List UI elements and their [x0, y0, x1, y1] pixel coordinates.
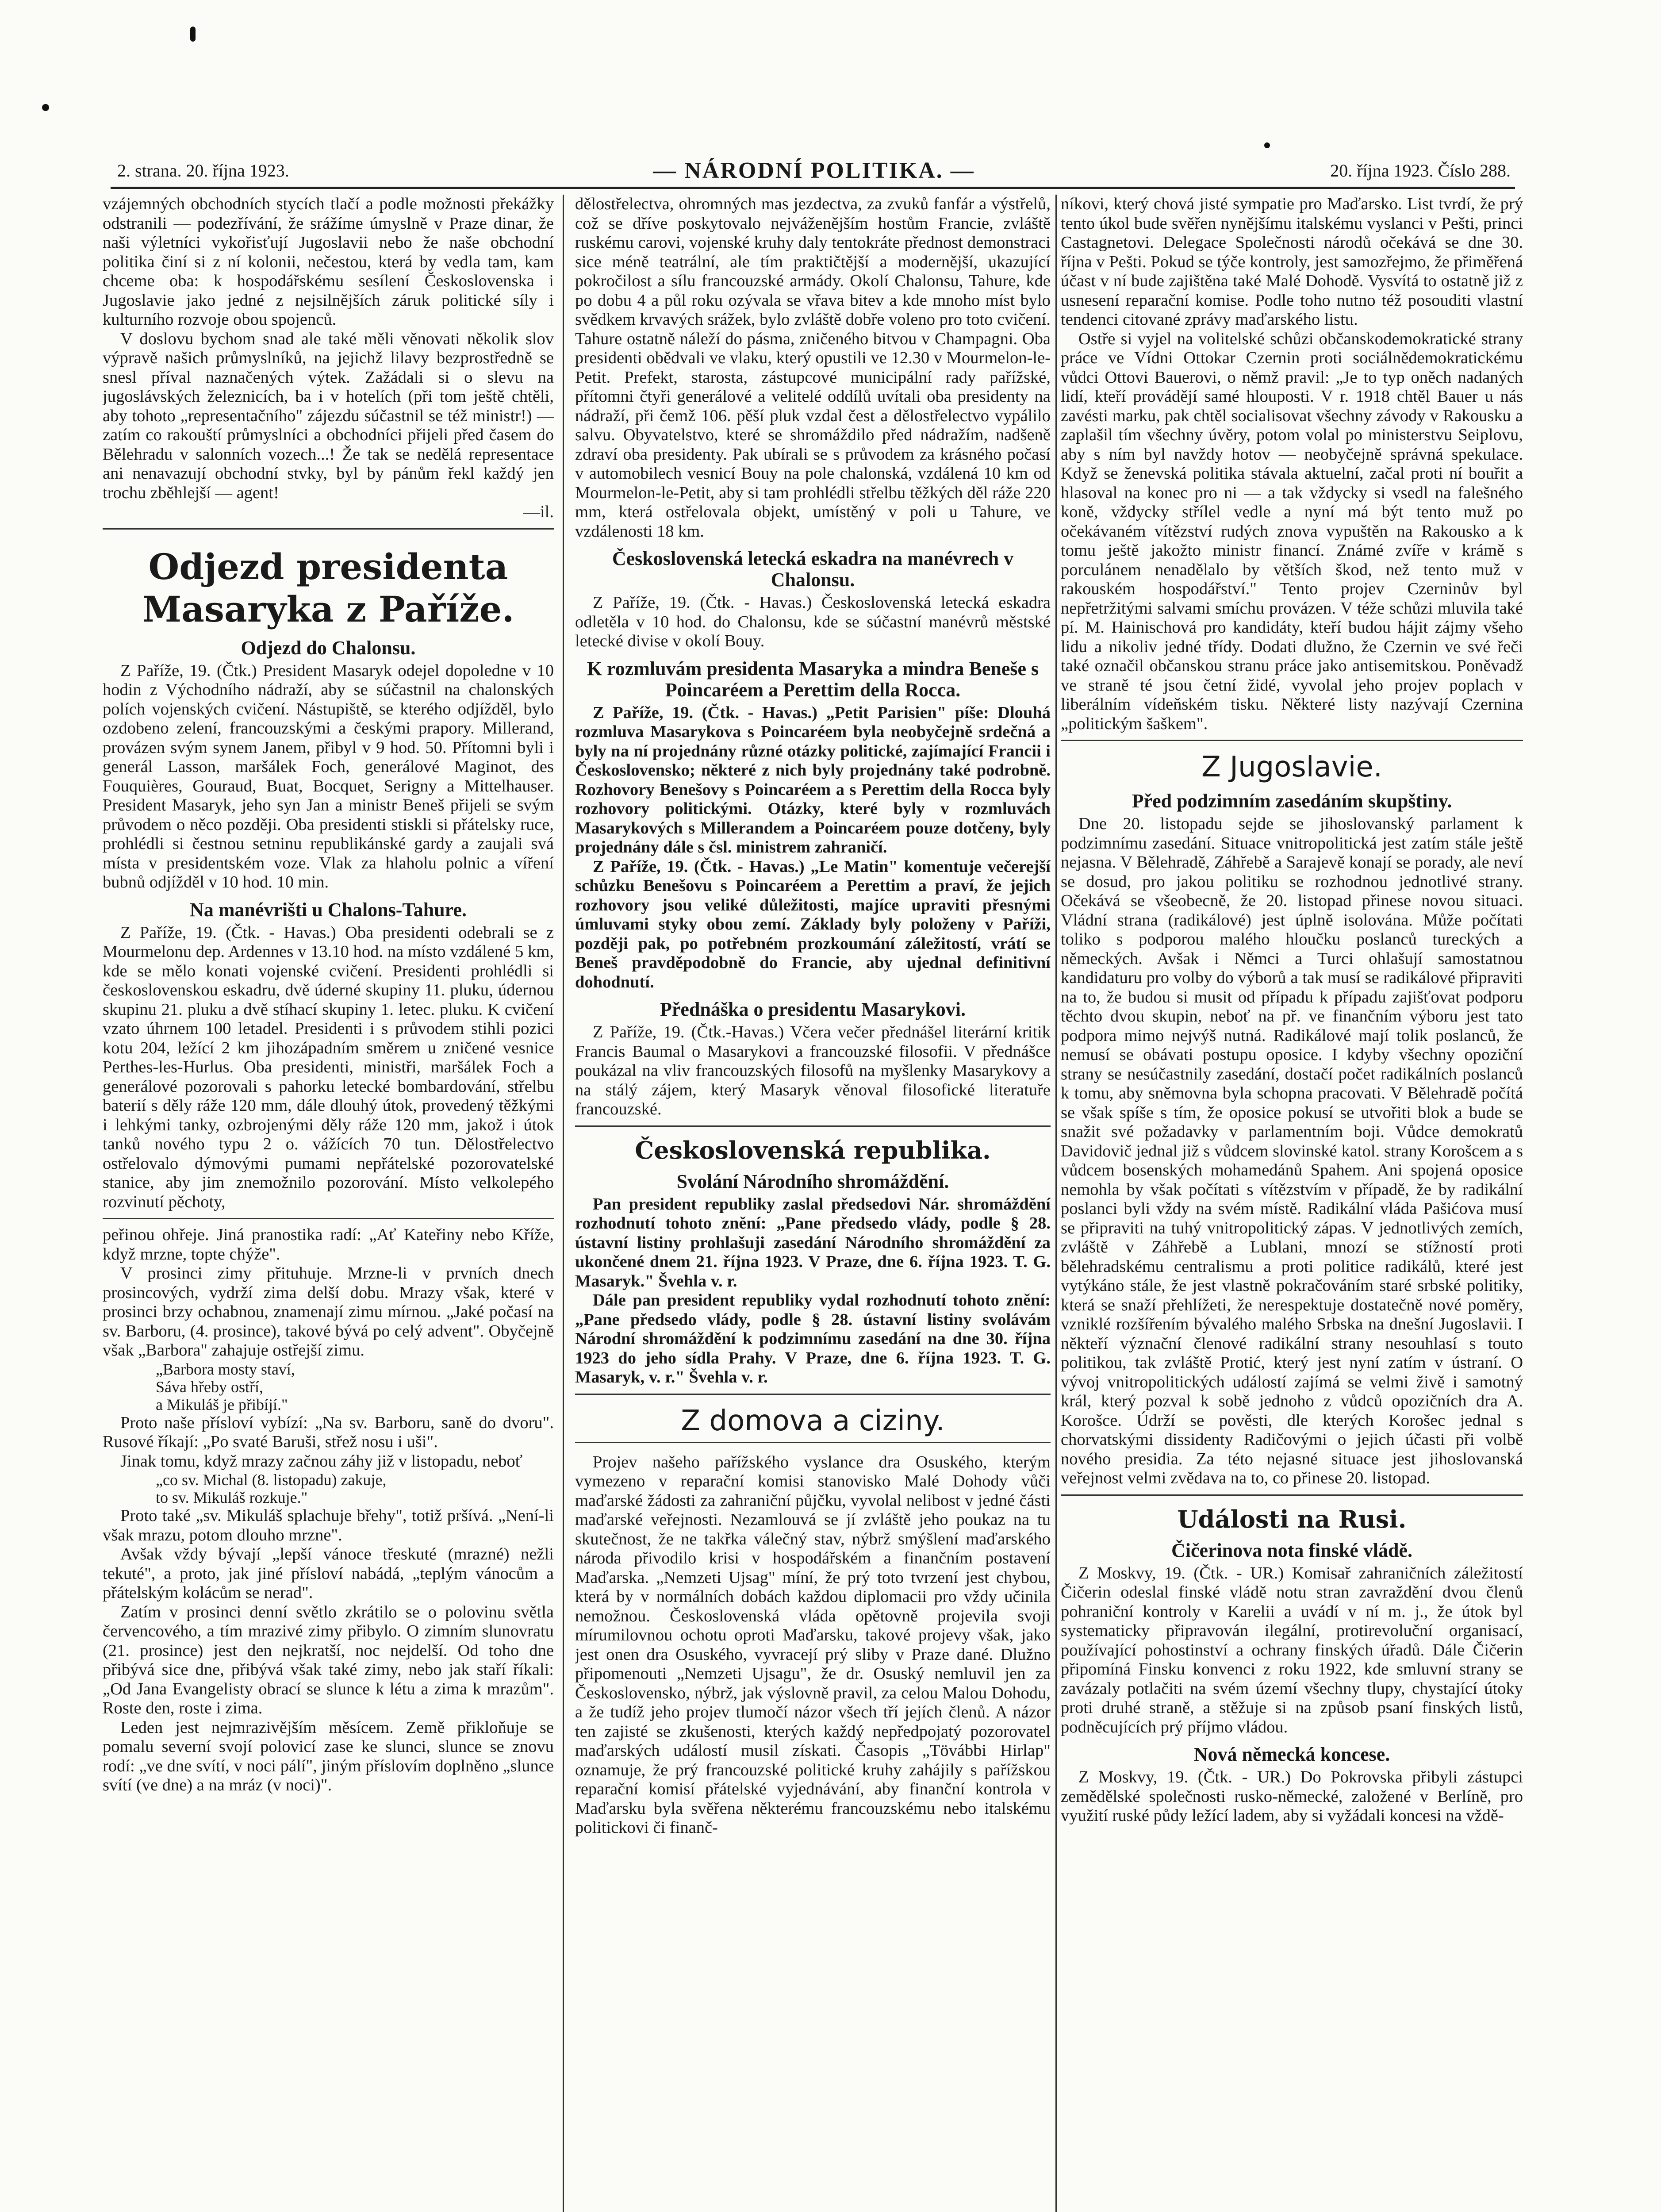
subheadline: Na manévrišti u Chalons-Tahure. — [190, 899, 467, 921]
article-paragraph: Z Moskvy, 19. (Čtk. - UR.) Komisař zahraničních záležitostí Čičerin odeslal finské vládě notu stran zavraždění dvou členů pohraniční kontroly v Karelii a uvádí v ní m. j., že útok byl systematicky připravován ilegální, protirevoluční organisací, používající pohostinství a ochrany finských úřadů. Dále Čičerin připomíná Finsku konvenci z roku 1922, kde smluvní strany se zavázaly potlačiti na svém území všechny tlupy, chystající útoky proti druhé straně, a stěžuje si na způsob psaní finských listů, podněcujících prý příjmo vládou. — [1061, 1563, 1523, 1736]
column-3 — [1061, 195, 1523, 2212]
article-paragraph: níkovi, který chová jisté sympatie pro Maďarsko. List tvrdí, že prý tento úkol bude svěřen nynějšímu italskému vyslanci v Pešti, princi Castagnetovi. Delegace Společnosti národů očekává se dne 30. října v Pešti. Pokud se týče kontroly, jest samozřejmo, že přiměřená účast v ní bude zajištěna také Malé Dohodě. Vysvítá to ostatně již z usnesení reparační komise. Podle toho nutno též posouditi vlastní tendenci citované zprávy maďarského listu. — [1061, 195, 1523, 329]
scan-speck — [190, 27, 196, 42]
article-paragraph: Dále pan president republiky vydal rozhodnutí tohoto znění: „Pane předsedo vlády, podle § 28. ústavní listiny svolávám Národní shromáždění k podzimnímu zasedání na dne 30. října 1923 do jeho sídla Prahy. V Praze, dne 6. října 1923. T. G. Masaryk, v. r." Švehla v. r. — [575, 1291, 1051, 1386]
feuilleton-divider — [103, 1218, 554, 1219]
article-paragraph: V doslovu bychom snad ale také měli věnovati několik slov výpravě našich průmyslníků, na jejichž lilavy bezprostředně se snesl příval naznačených výtek. Zažádali si o slevu na jugoslávských železnicích, ba i v hotelích (při tom ještě chtěli, aby tohoto „representačního" zájezdu súčastnil se též ministr!) — zatím co rakouští průmyslníci a obchodníci přijeli před časem do Bělehradu v salonních vozech...! Že tak se nedělá representace ani nenavazují obchodní stvky, byl by pánům řekl každý jen trochu zběhlejší — agent! — [103, 329, 554, 502]
article-paragraph: Projev našeho pařížského vyslance dra Osuského, kterým vymezeno v reparační komisi stanovisko Malé Dohody vůči maďarské žádosti za zahraniční půjčku, vyvolal nelibost v jedné části maďarské veřejnosti. Nezamlouvá se jí zvláště jeho poukaz na tu skutečnost, že ne takřka válečný stav, nýbrž smýšlení maďarského národa přivodilo krisi v hospodářském a finančním postavení Maďarska. „Nemzeti Ujsag" míní, že prý toto tvrzení jest chybou, která by v normálních dobách každou diplomacii pro vždy učinila nemožnou. Československá vláda opětovně projevila svoji mírumilovnou ochotu oproti Maďarsku, takové projevy však, jako jest onen dra Osuského, vyvracejí prý sliby v Praze dané. Dlužno připomenouti „Nemzeti Ujsagu", že dr. Osuský nemluvil jen za Československo, nýbrž, jak výslovně pravil, za celou Malou Dohodu, a že tudíž jeho projev tlumočí názor všech tří jejích členů. A názor ten zajisté se zkušenosti, kterých každý nepředpojatý pozorovatel maďarských událostí musil získati. Časopis „Tövábbi Hirlap" oznamuje, že prý francouzské politické kruhy zahájily s pařížskou reparační komisí přátelské vyjednávání, aby finanční kontrola v Maďarsku byla svěřena některému francouzskému nebo italskému politickovi či finanč- — [575, 1452, 1051, 1837]
header-issue-right: 20. října 1923. Číslo 288. — [1330, 161, 1511, 180]
section-heading: Události na Rusi. — [1177, 1505, 1407, 1533]
verse-line: „co sv. Michal (8. listopadu) zakuje, — [156, 1471, 387, 1489]
signature: —il. — [523, 503, 554, 521]
subheadline: Nová německá koncese. — [1193, 1743, 1390, 1765]
headline-line: Odjezd presidenta — [148, 545, 508, 588]
article-paragraph: Pan president republiky zaslal předsedovi Nár. shromáždění rozhodnutí tohoto znění: „Pane předsedo vlády, podle § 28. ústavní listiny prohlašuji zasedání Národního shromáždění za ukončené dnem 21. října 1923. V Praze, dne 6. října 1923. T. G. Masaryk." Švehla v. r. — [575, 1194, 1051, 1290]
column-divider — [563, 195, 564, 2212]
column-2 — [575, 195, 1051, 2212]
section-heading: Československá republika. — [635, 1136, 991, 1164]
article-paragraph: Z Paříže, 19. (Čtk.-Havas.) Včera večer přednášel literární kritik Francis Baumal o Masarykovi a francouzské filosofii. V přednášce poukázal na vliv francouzských filosofů na myšlenky Masarykovy a na stálý zájem, který Masaryk věnoval filosofické literatuře francouzské. — [575, 1023, 1051, 1118]
masthead: — NÁRODNÍ POLITIKA. — — [653, 158, 975, 183]
scan-speck — [42, 104, 49, 111]
article-paragraph: Ostře si vyjel na volitelské schůzi občanskodemokratické strany práce ve Vídni Ottokar Czernin proti sociálnědemokratickému vůdci Ottovi Bauerovi, o němž pravil: „Je to typ oněch nadaných lidí, kteří provádějí samé hlouposti. V r. 1918 chtěl Bauer u nás zavésti marku, pak chtěl socialisovat všechny závody v Rakousku a zaplašil tím všechny úvěry, potom volal po ministerstvu Seiplovu, aby s ním byl navždy hotov — neobyčejně správná spekulace. Když se ženevská politika stávala aktuelní, začal proti ní bouřit a hlasoval na konec pro ni — a tak vždycky si vsedl na falešného koně, vždycky střílel vedle a nyní má být tento muž po očekávaném vítězství rudých znova vypuštěn na Rakousko a k tomu ještě jakožto ministr financí. Známé zvíře v krámě s porculánem nenadělalo by větších škod, než tento muž v rakouském hospodářství." Tento projev Czerninův byl nepřetržitými salvami smíchu provázen. V téže schůzi mluvila také pí. M. Hainischová pro kandidáty, kteří budou hájit zájmy všeho lidu a nikoliv jedné třídy. Dodati dlužno, že Czernin ve své řeči také označil občanskou stranu práce jako antisemitskou. Poněvadž ve straně té jsou četní židé, vyvolal jeho projev poplach v liberálním vídeňském tisku. Některé listy nazývají Czernina „politickým šaškem". — [1061, 329, 1523, 733]
subheadline: Svolání Národního shromáždění. — [676, 1170, 949, 1192]
article-paragraph: Z Paříže, 19. (Čtk. - Havas.) Československá letecká eskadra odletěla v 10 hod. do Chalonsu, kde se súčastní manévrů městské letecké divise v okolí Bouy. — [575, 593, 1051, 650]
verse-line: Sáva hřeby ostří, — [156, 1378, 263, 1396]
subheadline: Československá letecká eskadra na manévrech v Chalonsu. — [612, 548, 1014, 591]
feuilleton-paragraph: Jinak tomu, když mrazy začnou záhy již v listopadu, neboť — [120, 1452, 523, 1471]
divider — [575, 1442, 1051, 1443]
feuilleton-paragraph: V prosinci zimy přituhuje. Mrzne-li v prvních dnech prosincových, vydrží zima delší dobu. Mrazy však, které v prosinci brzy ochabnou, znamenají zimu mírnou. „Jaké počasí na sv. Barboru, (4. prosince), takové bývá po celý advent". Obyčejně však „Barbora" zahajuje ostřejší zimu. — [103, 1264, 554, 1359]
article-paragraph: Z Paříže, 19. (Čtk. - Havas.) Oba presidenti odebrali se z Mourmelonu dep. Ardennes v 13.10 hod. na místo vzdálené 5 km, kde se mělo konati vojenské cvičení. Presidenti prohlédli si československou eskadru, dvě úderné skupiny 11. pluku, údernou skupinu 21. pluku a dvě stíhací skupiny 1. letec. pluku. K cvičení vzato úhrnem 100 letadel. Presidenti i s průvodem stihli pozici kotu 204, ležící 2 km jihozápadním směrem u zničené vesnice Perthes-les-Hurlus. Oba presidenti, ministři, maršálek Foch a generálové pozorovali s pahorku letecké bombardování, střelbu baterií s děly ráže 120 mm, dále dlouhý útok, provedený těžkými i lehkými tanky, ozbrojenými děly ráže 120 mm, jakož i útok tanků nového typu 2 o. vážících 70 tun. Dělostřelectvo ostřelovalo dýmovými pumami nepřátelské pozorovatelské stanice, aby jim znemožnilo pozorování. Místo velkolepého rozvinutí pěchoty, — [103, 923, 554, 1211]
divider — [575, 1125, 1051, 1127]
article-paragraph: Z Paříže, 19. (Čtk. - Havas.) „Le Matin" komentuje večerejší schůzku Benešovu s Poincaréem a Perettim a praví, že jejich rozhovory jsou veliké důležitosti, majíce upraviti přesnými úmluvami styky obou zemí. Základy byly položeny v Paříži, později pak, po potřebném prozkoumání záležitostí, vrátí se Beneš pravděpodobně do Francie, aby ujednal definitivní dohodnutí. — [575, 857, 1051, 991]
section-heading: Z Jugoslavie. — [1201, 751, 1383, 783]
article-paragraph: vzájemných obchodních stycích tlačí a podle možnosti překážky odstranili — podezřívání, že srážíme úmyslně v Praze dinar, že naši výletníci vykořisťují Jugoslavii nebo že naše obchodní politika činí si z ní kolonii, nečestou, která by vedla tam, kam chceme oba: k hospodářskému sesílení Československa i Jugoslavie jako jedné z nejsilnějších záruk politické síly i kulturního rozvoje obou spojenců. — [103, 195, 554, 329]
feuilleton-paragraph: Proto naše přísloví vybízí: „Na sv. Barboru, saně do dvoru". Rusové říkají: „Po svaté Baruši, střež nosu i uši". — [103, 1413, 554, 1451]
article-paragraph: Z Paříže, 19. (Čtk.) President Masaryk odejel dopoledne v 10 hodin z Východního nádraží, aby se súčastnil na chalonských polích vojenských cvičení. Nástupiště, se kterého odjížděl, bylo ozdobeno zelení, francouzskými a českými prapory. Millerand, provázen svým synem Janem, přibyl v 9 hod. 50. Přítomni byli i generál Lasson, maršálek Foch, generálové Maginot, des Fouquières, Gouraud, Buat, Bocquet, Serigny a Mittelhauser. President Masaryk, jeho syn Jan a ministr Beneš přijeli se svým průvodem o něco později. Oba presidenti stiskli si přátelsky ruce, prohlédli si čestnou setninu republikánské gardy a zaujali svá místa v presidentském voze. Vlak za hlaholu polnic a víření bubnů odjížděl v 10 hod. 10 min. — [103, 661, 554, 891]
subheadline: Čičerinova nota finské vládě. — [1171, 1539, 1413, 1561]
article-paragraph: Z Paříže, 19. (Čtk. - Havas.) „Petit Parisien" píše: Dlouhá rozmluva Masarykova s Poincaréem byla neobyčejně srdečná a byly na ní projednány různé otázky politické, zajímající Francii i Československo; některé z nich byly projednány také podrobně. Rozhovory Benešovy s Poincaréem a s Perettim della Rocca byly rozhovory politickými. Otázky, které byly v rozmluvách Masarykových s Millerandem a Poincaréem pouze dotčeny, byly projednány dále s čsl. ministrem zahraničí. — [575, 703, 1051, 856]
verse-line: a Mikuláš je přibíjí." — [156, 1395, 288, 1413]
scan-speck — [1264, 142, 1270, 148]
header-rule — [111, 187, 1515, 189]
divider — [1061, 1494, 1523, 1496]
feuilleton-paragraph: Proto také „sv. Mikuláš splachuje břehy", totiž pršívá. „Není-li však mrazu, potom dlouho mrzne". — [103, 1506, 554, 1544]
article-paragraph: Z Moskvy, 19. (Čtk. - UR.) Do Pokrovska přibyli zástupci zemědělské společnosti rusko-německé, založené v Berlíně, pro využití ruské půdy ležící ladem, aby si vyžádali koncesi na vždě- — [1061, 1768, 1523, 1825]
verse-line: to sv. Mikuláš rozkuje." — [156, 1489, 308, 1506]
column-1 — [103, 195, 554, 2212]
section-heading: Z domova a ciziny. — [681, 1404, 945, 1437]
verse-line: „Barbora mosty staví, — [156, 1360, 295, 1378]
headline — [103, 545, 554, 630]
header-date-left: 2. strana. 20. října 1923. — [117, 161, 289, 180]
page-header — [117, 160, 1511, 187]
divider — [1061, 740, 1523, 741]
column-divider — [1055, 195, 1057, 2212]
subheadline: K rozmluvám presidenta Masaryka a mindra Beneše s Poincaréem a Perettim della Rocca. — [587, 657, 1039, 701]
headline-line: Masaryka z Paříže. — [142, 588, 514, 630]
subheadline: Odjezd do Chalonsu. — [241, 637, 416, 659]
feuilleton-paragraph: peřinou ohřeje. Jiná pranostika radí: „Ať Kateřiny nebo Kříže, když mrzne, topte chýže". — [103, 1225, 554, 1263]
article-paragraph: Dne 20. listopadu sejde se jihoslovanský parlament k podzimnímu zasedání. Situace vnitropolitická jest zatím stále ještě nejasna. V Bělehradě, Záhřebě a Sarajevě konají se porady, ale neví se dosud, pro jakou politiku se rozhodnou jednotlivé strany. Očekává se všeobecně, že 20. listopad přinese novou situaci. Vládní strana (radikálové) jest úplně isolována. Může počítati toliko s podporou malého hloučku poslanců tureckých a německých. Avšak i Němci a Turci ohlašují samostatnou kandidaturu pro volby do výborů a tak musí se radikálové připraviti na to, že budou si musit od případu k případu zajišťovat podporu těchto dvou skupin, neboť na př. ve finančním výboru jest tato podpora mimo nejvýš nutná. Radikálové mají tolik poslanců, že nemusí se obávati postupu oposice. I kdyby všechny opoziční strany se nesúčastnily zasedání, dostačí počet radikálních poslanců k tomu, aby sněmovna byla schopna pracovati. V Bělehradě počítá se však spíše s tím, že oposice pokusí se utvořiti blok a bude se snažit své požadavky v parlamentním boji. Vůdce demokratů Davidovič jednal již s vůdcem slovinské katol. strany Korošcem a s vůdcem bosenských mohamedánů Spahem. Ani spojená oposice nemohla by však počítati s vítězstvím v případě, že by radikální poslanci byli vždy na svém místě. Radikální vláda Pašićova musí se připraviti na tuhý vnitropolitický zápas. V jednotlivých zemích, zvláště v Záhřebě a Lublani, mnozí se stížností proti bělehradskému centralismu a proti politice radikálů, které jest vytýkáno stále, že jest vlastně pokračováním staré srbské politiky, která se snaží přehlížeti, že nerespektuje dostatečně nové poměry, vzniklé rozšířením bývalého malého Srbska na dnešní Jugoslavii. I někteří význační členové radikální strany nesouhlasí s touto politikou, tak zvláště Protić, který jest nyní zatím v ústraní. O vývoj vnitropolitických událostí zajímá se velmi živě i samotný král, který pozval k sobě jednoho z vůdců opozičních dra A. Korošce. Údrží se pověsti, dle kterých Korošec jednal s chorvatskými dissidenty Radičovými o jejich účasti při volbě nového presidia. Za této nejasné situace jest jihoslovanská veřejnost velmi zvědava na to, co přinese 20. listopad. — [1061, 814, 1523, 1487]
divider — [575, 1394, 1051, 1395]
subheadline: Přednáška o presidentu Masarykovi. — [660, 998, 966, 1020]
feuilleton-paragraph: Leden jest nejmrazivějším měsícem. Země přikloňuje se pomalu severní svojí polovicí zase ke slunci, slunce se znovu rodí: „ve dne svítí, v noci pálí", jiným příslovím doplněno „slunce svítí (ve dne) a na mráz (v noci)". — [103, 1718, 554, 1794]
article-paragraph: dělostřelectva, ohromných mas jezdectva, za zvuků fanfár a výstřelů, což se dříve poskytovalo nejváženějším hostům Francie, zvláště ruskému carovi, vojenské kruhy daly tentokráte přednost demonstraci sice méně teatrální, ale tím praktičtější a modernější, ukazující pokročilost a sílu francouzské armády. Okolí Chalonsu, Tahure, kde po dobu 4 a půl roku ozývala se vřava bitev a kde mnoho míst bylo svědkem krvavých srážek, bylo zvláště dobře voleno pro toto cvičení. Tahure ostatně náleží do pásma, zničeného bitvou v Champagni. Oba presidenti obědvali ve vlaku, který opustili ve 12.30 v Mourmelon-le-Petit. Prefekt, starosta, zástupcové municipální rady pařížské, přítomni čtyři generálové a velitelé oddílů uvítali oba presidenty na nádraží, při čemž 106. pěší pluk vzdal čest a dělostřelectvo vypálilo salvu. Obyvatelstvo, které se shromáždilo před nádražím, nadšeně zdraví oba presidenty. Pak ubírali se s průvodem za krásného počasí v automobilech vesnicí Bouy na pole chalonská, vzdálená 10 km od Mourmelon-le-Petit, aby si tam prohlédli střelbu těžkých děl ráže 220 mm, která ostřelovala objekt, umístěný v poli u Tahure, ve vzdálenosti 18 km. — [575, 195, 1051, 541]
divider — [103, 528, 554, 530]
feuilleton-paragraph: Zatím v prosinci denní světlo zkrátilo se o polovinu světla červencového, a tím mrazivé zimy přibylo. O zimním slunovratu (21. prosince) jest den nejkratší, noc nejdelší. Od toho dne přibývá sice dne, přibývá však také zimy, nebo jak staří říkali: „Od Jana Evangelisty obrací se slunce k létu a zima k mrazům". Roste den, roste i zima. — [103, 1602, 554, 1717]
subheadline: Před podzimním zasedáním skupštiny. — [1132, 790, 1452, 812]
feuilleton-paragraph: Avšak vždy bývají „lepší vánoce třeskuté (mrazné) nežli tekuté", a proto, jak jiné přísloví nabádá, „teplým vánocům a přátelským kolácům se nerad". — [103, 1545, 554, 1602]
